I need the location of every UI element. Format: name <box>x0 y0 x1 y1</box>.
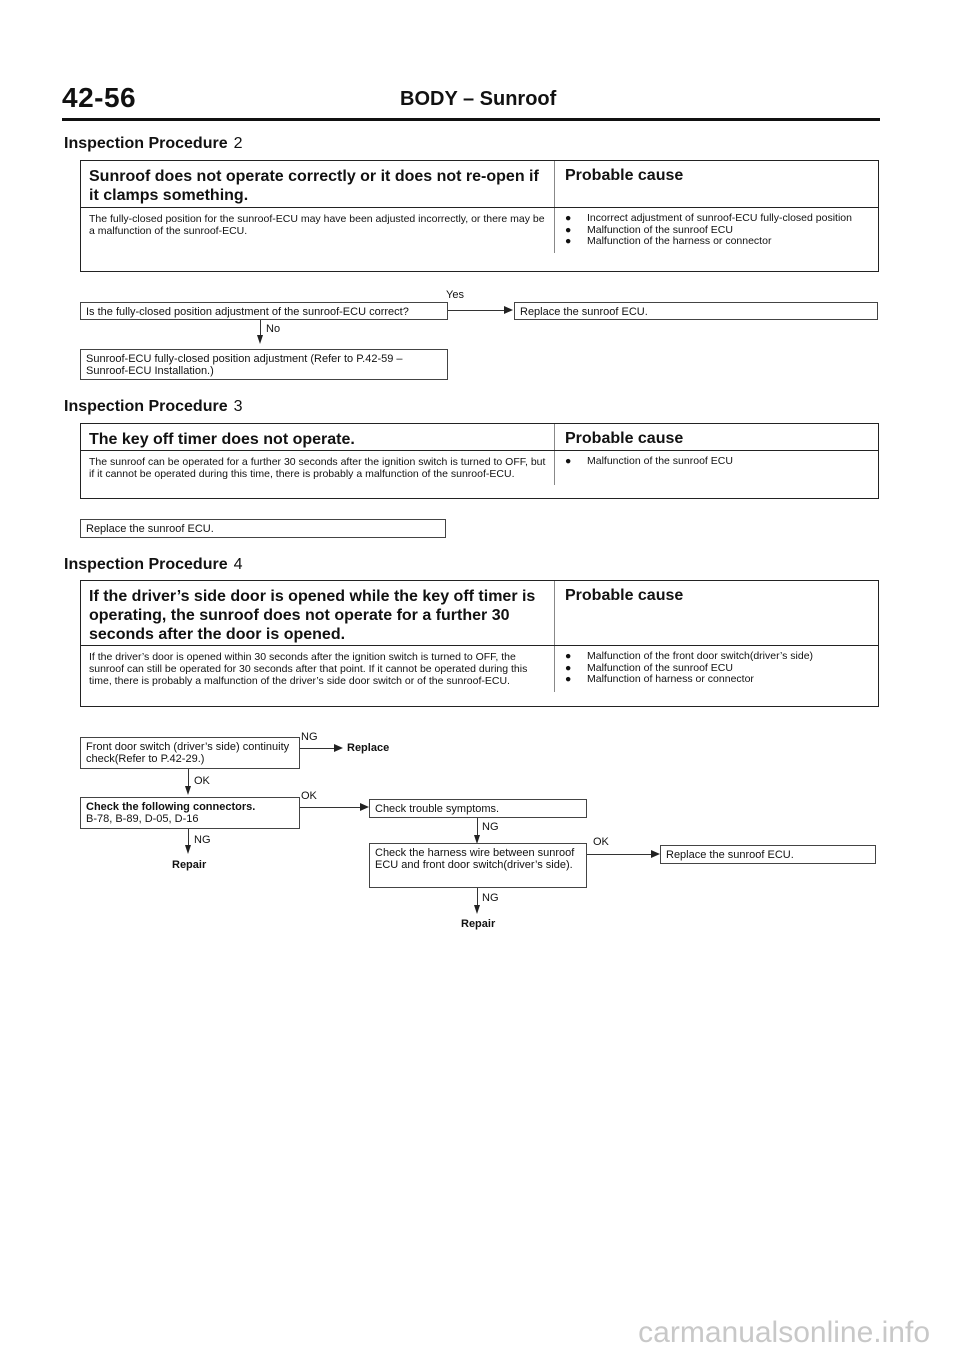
cause-item: ● Incorrect adjustment of sunroof-ECU fully-closed position <box>565 212 852 224</box>
connectors-check-title: Check the following connectors. <box>86 801 256 813</box>
procedure-3-table <box>80 423 879 499</box>
check-symptoms-box: Check trouble symptoms. <box>369 799 587 818</box>
cause-item: ● Malfunction of the front door switch(driver’s side) <box>565 650 814 662</box>
probable-cause-header: Probable cause <box>565 167 684 184</box>
description-text: The sunroof can be operated for a further 30 seconds after the ignition switch is turned to OFF, but if it cannot be operated during this time, there is probably a malfunction of the sunroof-ECU. <box>81 451 555 485</box>
repair-action: Repair <box>172 859 207 871</box>
cause-list <box>555 208 878 253</box>
procedure-title-label: Inspection Procedure <box>64 556 228 573</box>
connectors-check-box <box>80 797 300 829</box>
yes-label: Yes <box>446 289 464 301</box>
arrow-right-icon <box>334 744 343 752</box>
replace-ecu-box: Replace the sunroof ECU. <box>80 519 446 538</box>
procedure-number: 2 <box>233 135 243 152</box>
no-label: No <box>266 323 281 335</box>
arrow-right-icon <box>504 306 513 314</box>
ok-label: OK <box>301 790 317 802</box>
ng-connector <box>300 748 334 749</box>
probable-cause-header: Probable cause <box>565 587 684 604</box>
arrow-right-icon <box>360 803 369 811</box>
cause-item: ● Malfunction of the sunroof ECU <box>565 223 733 236</box>
description-text: The fully-closed position for the sunroof-ECU may have been adjusted incorrectly, or there may be a malfunction of the sunroof-ECU. <box>81 208 555 253</box>
yes-connector <box>448 310 504 311</box>
page-title: BODY – Sunroof <box>400 88 557 110</box>
ng-label: NG <box>482 892 499 904</box>
procedure-2-table <box>80 160 879 272</box>
ng-label: NG <box>301 731 318 743</box>
replace-ecu-box: Replace the sunroof ECU. <box>660 845 876 864</box>
arrow-down-icon <box>185 786 191 795</box>
procedure-3-title <box>64 398 243 416</box>
procedure-title-label: Inspection Procedure <box>64 398 228 415</box>
connector-list: B-78, B-89, D-05, D-16 <box>86 813 199 825</box>
procedure-title-label: Inspection Procedure <box>64 135 228 152</box>
arrow-down-icon <box>185 845 191 854</box>
ng-label: NG <box>194 834 211 846</box>
arrow-right-icon <box>651 850 660 858</box>
procedure-2-title <box>64 135 243 153</box>
harness-check-box: Check the harness wire between sunroof ECU and front door switch(driver’s side). <box>369 843 587 888</box>
procedure-number: 3 <box>233 398 243 415</box>
repair-action: Repair <box>461 918 496 930</box>
page-number: 42-56 <box>62 82 137 113</box>
cause-list <box>555 646 878 692</box>
replace-ecu-box: Replace the sunroof ECU. <box>514 302 878 320</box>
probable-cause-header: Probable cause <box>565 430 684 447</box>
procedure-4-table <box>80 580 879 707</box>
cause-item: ● Malfunction of the sunroof ECU <box>565 455 733 467</box>
cause-item: ● Malfunction of harness or connector <box>565 673 754 685</box>
ng-label: NG <box>482 821 499 833</box>
description-text: If the driver’s door is opened within 30 seconds after the ignition switch is turned to OFF, the sunroof can still be operated for 30 seconds after that point. If it cannot be operated during this time, there is probably a malfunction of the driver’s side door switch or of the sunroof-ECU. <box>81 646 555 692</box>
header-rule <box>62 118 880 121</box>
replace-action: Replace <box>347 742 390 754</box>
procedure-4-title <box>64 556 243 574</box>
arrow-down-icon <box>257 335 263 344</box>
door-switch-check-box: Front door switch (driver’s side) continuity check(Refer to P.42-29.) <box>80 737 300 769</box>
ok-label: OK <box>593 836 609 848</box>
cause-list <box>555 451 878 485</box>
ok-connector <box>587 854 651 855</box>
procedure-number: 4 <box>233 556 243 573</box>
no-connector <box>260 320 261 336</box>
symptom-text: If the driver’s side door is opened while the key off timer is operating, the sunroof does not operate for a further 30 seconds after the door is opened. <box>81 581 555 645</box>
cause-item: ● Malfunction of the harness or connector <box>565 235 772 247</box>
ok-connector <box>300 807 360 808</box>
ok-label: OK <box>194 775 210 787</box>
arrow-down-icon <box>474 905 480 914</box>
watermark: carmanualsonline.info <box>638 1316 930 1349</box>
cause-item: ● Malfunction of the sunroof ECU <box>565 661 733 674</box>
symptom-text: Sunroof does not operate correctly or it does not re-open if it clamps something. <box>81 161 555 207</box>
ecu-adjustment-box: Sunroof-ECU fully-closed position adjustment (Refer to P.42-59 – Sunroof-ECU Installation.) <box>80 349 448 380</box>
check-fully-closed-box: Is the fully-closed position adjustment of the sunroof-ECU correct? <box>80 302 448 320</box>
symptom-text: The key off timer does not operate. <box>81 424 555 450</box>
